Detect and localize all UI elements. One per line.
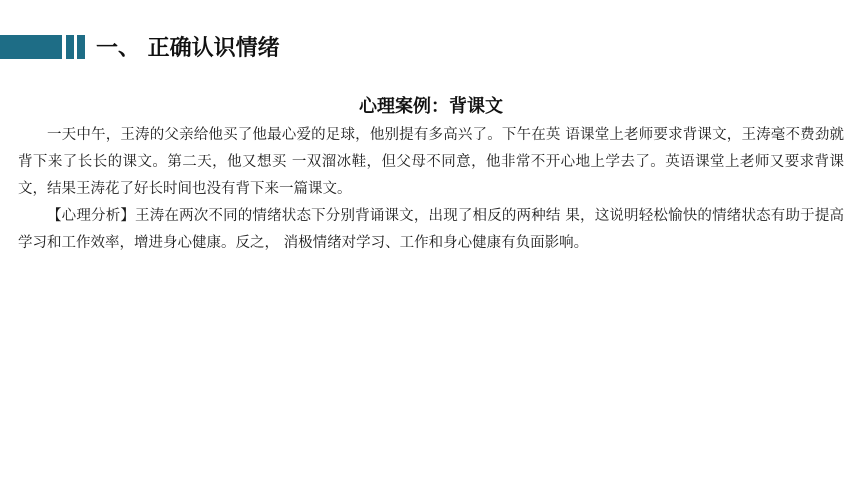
case-content	[18, 92, 844, 257]
header-accent-bar	[0, 35, 62, 59]
case-story-paragraph: 一天中午，王涛的父亲给他买了他最心爱的足球，他别提有多高兴了。下午在英 语课堂上老师要求背课文，王涛毫不费劲就背下来了长长的课文。第二天，他又想买 一双溜冰鞋，但父母不同意，他非常不开心地上学去了。英语课堂上老师又要求背课 文，结果王涛花了好长时间也没有背下来一篇课文。	[18, 127, 844, 197]
header-accent-stripe	[77, 35, 85, 59]
case-title: 心理案例：背课文	[359, 96, 503, 117]
header-accent-stripe	[66, 35, 74, 59]
case-analysis-paragraph: 【心理分析】王涛在两次不同的情绪状态下分别背诵课文，出现了相反的两种结 果，这说明轻松愉快的情绪状态有助于提高学习和工作效率，增进身心健康。反之， 消极情绪对学习、工作和身心健康有负面影响。	[18, 208, 844, 251]
section-title: 一、 正确认识情绪	[96, 36, 280, 61]
